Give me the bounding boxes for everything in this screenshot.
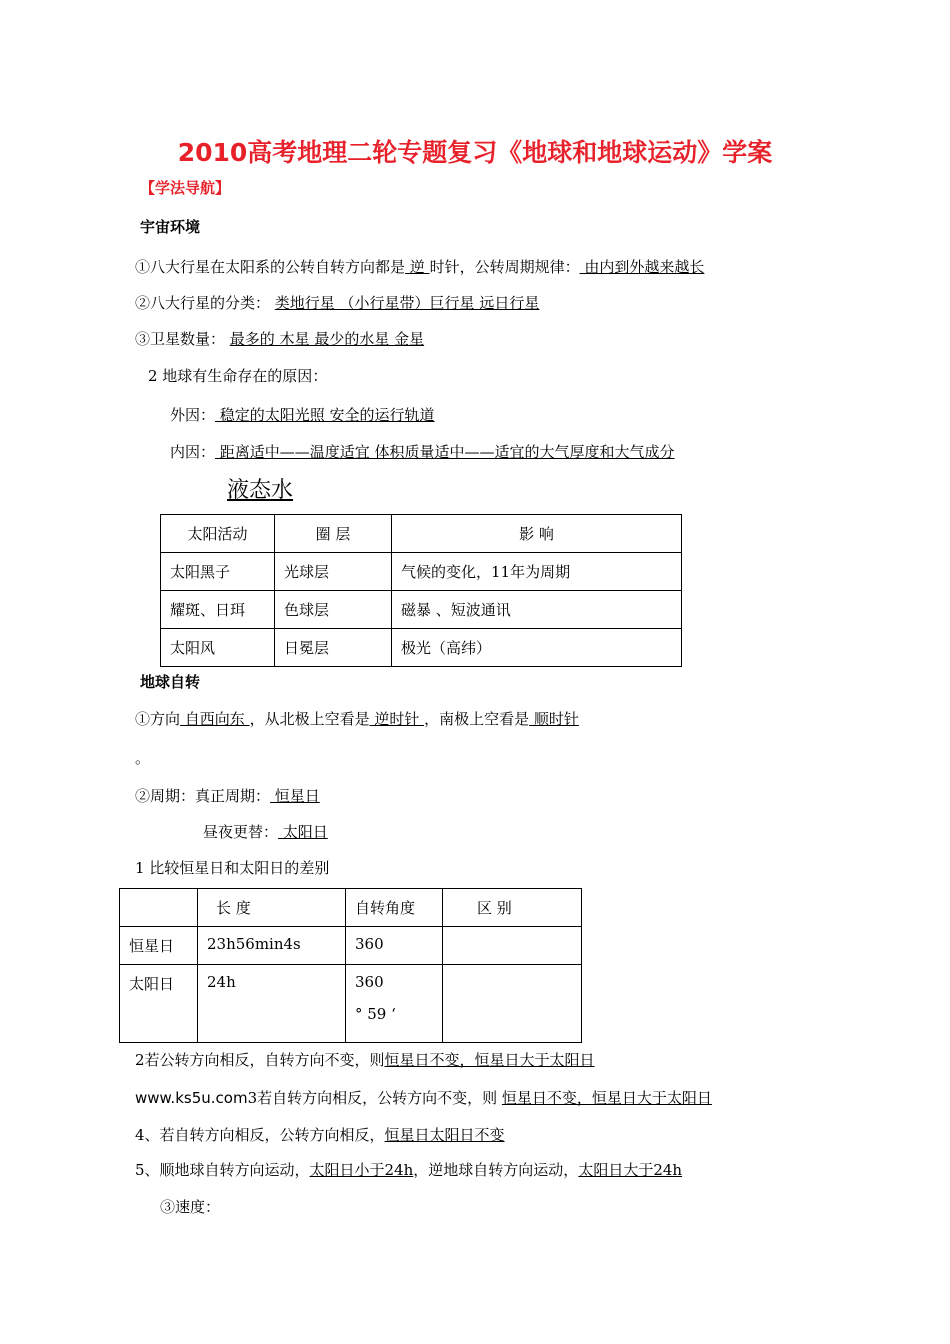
table-cell: 气候的变化，11年为周期 (392, 553, 682, 591)
line1-prefix: ①八大行星在太阳系的公转自转方向都是 (135, 258, 406, 276)
rot1-blank1: 自西向东 (180, 710, 250, 728)
line-external-factors (170, 404, 435, 425)
table-cell: 23h56min4s (198, 927, 346, 965)
q3-answer: 恒星日不变，恒星日大于太阳日 (501, 1089, 712, 1107)
table-header-cell: 太阳活动 (161, 515, 275, 553)
line6-prefix: 内因： (170, 443, 216, 461)
table-cell: 太阳黑子 (161, 553, 275, 591)
rot1-period-mark: 。 (135, 749, 151, 767)
line1-blank2: 由内到外越来越长 (579, 258, 705, 276)
q3-prefix: 3若自转方向相反，公转方向不变，则 (247, 1089, 502, 1107)
solar-activity-table (160, 514, 682, 667)
table-row (120, 927, 582, 965)
table-row (161, 553, 682, 591)
compare-heading: 1 比较恒星日和太阳日的差别 (135, 859, 330, 877)
section-rotation: 地球自转 (140, 673, 201, 691)
line1-mid: 时针，公转周期规律： (429, 258, 580, 276)
line-life-reasons: 2 地球有生命存在的原因： (148, 367, 328, 385)
q2-answer: 恒星日不变，恒星日大于太阳日 (384, 1051, 595, 1069)
table-cell-value: 360 (355, 973, 384, 991)
line-planet-direction (135, 256, 704, 277)
q4-answer: 恒星日太阳日不变 (384, 1126, 505, 1144)
line-day-night (203, 821, 328, 842)
rot2-blank: 恒星日 (270, 787, 320, 805)
table-cell: 磁暴 、短波通讯 (392, 591, 682, 629)
rot1-blank3: 顺时针 (529, 710, 579, 728)
table-cell: 极光（高纬） (392, 629, 682, 667)
line-speed: ③速度： (160, 1198, 221, 1216)
line3-prefix: ③卫星数量： (135, 330, 230, 348)
q5-answer2: 太阳日大于24h (578, 1161, 683, 1179)
table-row (120, 965, 582, 1043)
table-header-row (120, 889, 582, 927)
q3-site: www.ks5u.com (135, 1089, 248, 1107)
section-universe: 宇宙环境 (140, 218, 201, 236)
table-cell: 恒星日 (120, 927, 198, 965)
table-cell: 色球层 (275, 591, 392, 629)
table-cell (443, 927, 582, 965)
table-row (161, 591, 682, 629)
line3-blank: 最多的 木星 最少的水星 金星 (229, 330, 425, 348)
q5-answer1: 太阳日小于24h (309, 1161, 414, 1179)
table-cell (346, 965, 443, 1043)
table-row (161, 629, 682, 667)
rot1-mid1: ，从北极上空看是 (249, 710, 370, 728)
table-header-cell: 区 别 (443, 889, 582, 927)
rot3-prefix: 昼夜更替： (203, 823, 279, 841)
day-compare-table (119, 888, 582, 1043)
rot1-mid2: ，南极上空看是 (424, 710, 530, 728)
nav-heading: 【学法导航】 (140, 179, 231, 197)
rot1-prefix: ①方向 (135, 710, 181, 728)
question-4 (135, 1124, 505, 1145)
table-header-cell: 自转角度 (346, 889, 443, 927)
table-header-cell (120, 889, 198, 927)
rot1-blank2: 逆时针 (369, 710, 425, 728)
table-header-cell: 圈 层 (275, 515, 392, 553)
line-internal-factors (170, 441, 675, 462)
table-cell (443, 965, 582, 1043)
table-cell: 耀斑、日珥 (161, 591, 275, 629)
line-rotation-direction (135, 708, 579, 729)
line-planet-classes (135, 292, 539, 313)
table-header-row (161, 515, 682, 553)
line-rotation-period (135, 785, 320, 806)
table-cell: 360 (346, 927, 443, 965)
line2-prefix: ②八大行星的分类： (135, 294, 275, 312)
table-cell: 光球层 (275, 553, 392, 591)
q5-prefix: 5、顺地球自转方向运动， (135, 1161, 310, 1179)
q4-prefix: 4、若自转方向相反，公转方向相反， (135, 1126, 385, 1144)
question-2 (135, 1049, 595, 1070)
line5-prefix: 外因： (170, 406, 216, 424)
line6-blank: 距离适中——温度适宜 体积质量适中——适宜的大气厚度和大气成分 (215, 443, 675, 461)
line-satellites (135, 328, 424, 349)
table-cell: 24h (198, 965, 346, 1043)
table-cell: 日冕层 (275, 629, 392, 667)
rot3-blank: 太阳日 (278, 823, 328, 841)
line-liquid-water: 液态水 (227, 478, 294, 503)
line2-blank: 类地行星 （小行星带）巨行星 远日行星 (274, 294, 540, 312)
table-cell: 太阳日 (120, 965, 198, 1043)
table-cell: 太阳风 (161, 629, 275, 667)
table-cell-extra: ° 59 ‘ (355, 1005, 396, 1023)
q5-mid: ，逆地球自转方向运动， (413, 1161, 579, 1179)
question-5 (135, 1159, 682, 1180)
q2-prefix: 2若公转方向相反，自转方向不变，则 (135, 1051, 385, 1069)
table-header-cell: 影 响 (392, 515, 682, 553)
rot2-prefix: ②周期：真正周期： (135, 787, 271, 805)
question-3 (135, 1087, 712, 1108)
line1-blank1: 逆 (405, 258, 430, 276)
page-title: 2010高考地理二轮专题复习《地球和地球运动》学案 (177, 138, 773, 167)
line5-blank: 稳定的太阳光照 安全的运行轨道 (215, 406, 435, 424)
table-header-cell: 长 度 (198, 889, 346, 927)
